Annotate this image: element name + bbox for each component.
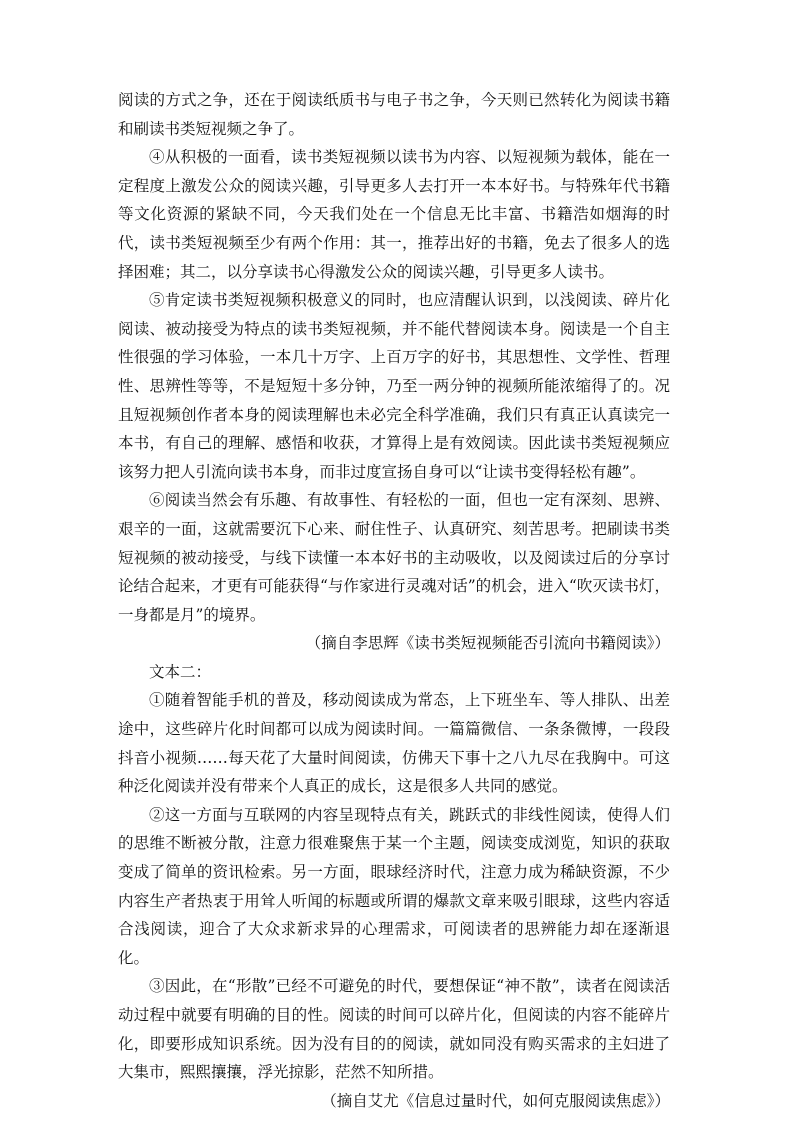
text1-paragraph-4: ④从积极的一面看，读书类短视频以读书为内容、以短视频为载体，能在一定程度上激发公众的阅读兴趣，引导更多人去打开一本本好书。与特殊年代书籍等文化资源的紧缺不同，今天我们处在一个信息无比丰富、书籍浩如烟海的时代，读书类短视频至少有两个作用：其一，推荐出好的书籍，免去了很多人的选择困难；其二，以分享读书心得激发公众的阅读兴趣，引导更多人读书。	[118, 148, 670, 281]
text2-paragraph-1: ①随着智能手机的普及，移动阅读成为常态，上下班坐车、等人排队、出差途中，这些碎片化时间都可以成为阅读时间。一篇篇微信、一条条微博，一段段抖音小视频……每天花了大量时间阅读，仿佛天下事十之八九尽在我胸中。可这种泛化阅读并没有带来个人真正的成长，这是很多人共同的感觉。	[118, 691, 670, 796]
text1-paragraph-5: ⑤肯定读书类短视频积极意义的同时，也应清醒认识到，以浅阅读、碎片化阅读、被动接受为特点的读书类短视频，并不能代替阅读本身。阅读是一个自主性很强的学习体验，一本几十万字、上百万字的好书，其思想性、文学性、哲理性、思辨性等等，不是短短十多分钟，乃至一两分钟的视频所能浓缩得了的。况且短视频创作者本身的阅读理解也未必完全科学准确，我们只有真正认真读完一本书，有自己的理解、感悟和收获，才算得上是有效阅读。因此读书类短视频应该努力把人引流向读书本身，而非过度宣扬自身可以“让读书变得轻松有趣”。	[118, 291, 670, 481]
text2-label: 文本二：	[149, 662, 212, 681]
text2-paragraph-3: ③因此，在“形散”已经不可避免的时代，要想保证“神不散”，读者在阅读活动过程中就要有明确的目的性。阅读的时间可以碎片化，但阅读的内容不能碎片化，即要形成知识系统。因为没有目的的阅读，就如同没有购买需求的主妇进了大集市，熙熙攘攘，浮光掠影，茫然不知所措。	[118, 977, 670, 1082]
text2-source-citation: （摘自艾尤《信息过量时代，如何克服阅读焦虑》）	[321, 1091, 670, 1110]
text1-source-citation: （摘自李思辉《读书类短视频能否引流向书籍阅读》）	[305, 634, 670, 653]
text2-paragraph-2: ②这一方面与互联网的内容呈现特点有关，跳跃式的非线性阅读，使得人们的思维不断被分散，注意力很难聚焦于某一个主题，阅读变成浏览，知识的获取变成了简单的资讯检索。另一方面，眼球经济时代，注意力成为稀缺资源，不少内容生产者热衷于用耸人听闻的标题或所谓的爆款文章来吸引眼球，这些内容适合浅阅读，迎合了大众求新求异的心理需求，可阅读者的思辨能力却在逐渐退化。	[118, 805, 670, 967]
text1-paragraph-6: ⑥阅读当然会有乐趣、有故事性、有轻松的一面，但也一定有深刻、思辨、艰辛的一面，这就需要沉下心来、耐住性子、认真研究、刻苦思考。把刷读书类短视频的被动接受，与线下读懂一本本好书的主动吸收，以及阅读过后的分享讨论结合起来，才更有可能获得“与作家进行灵魂对话”的机会，进入“吹灭读书灯，一身都是月”的境界。	[118, 491, 670, 624]
text1-paragraph-continued: 阅读的方式之争，还在于阅读纸质书与电子书之争，今天则已然转化为阅读书籍和刷读书类短视频之争了。	[118, 91, 670, 138]
document-page	[118, 86, 670, 1115]
